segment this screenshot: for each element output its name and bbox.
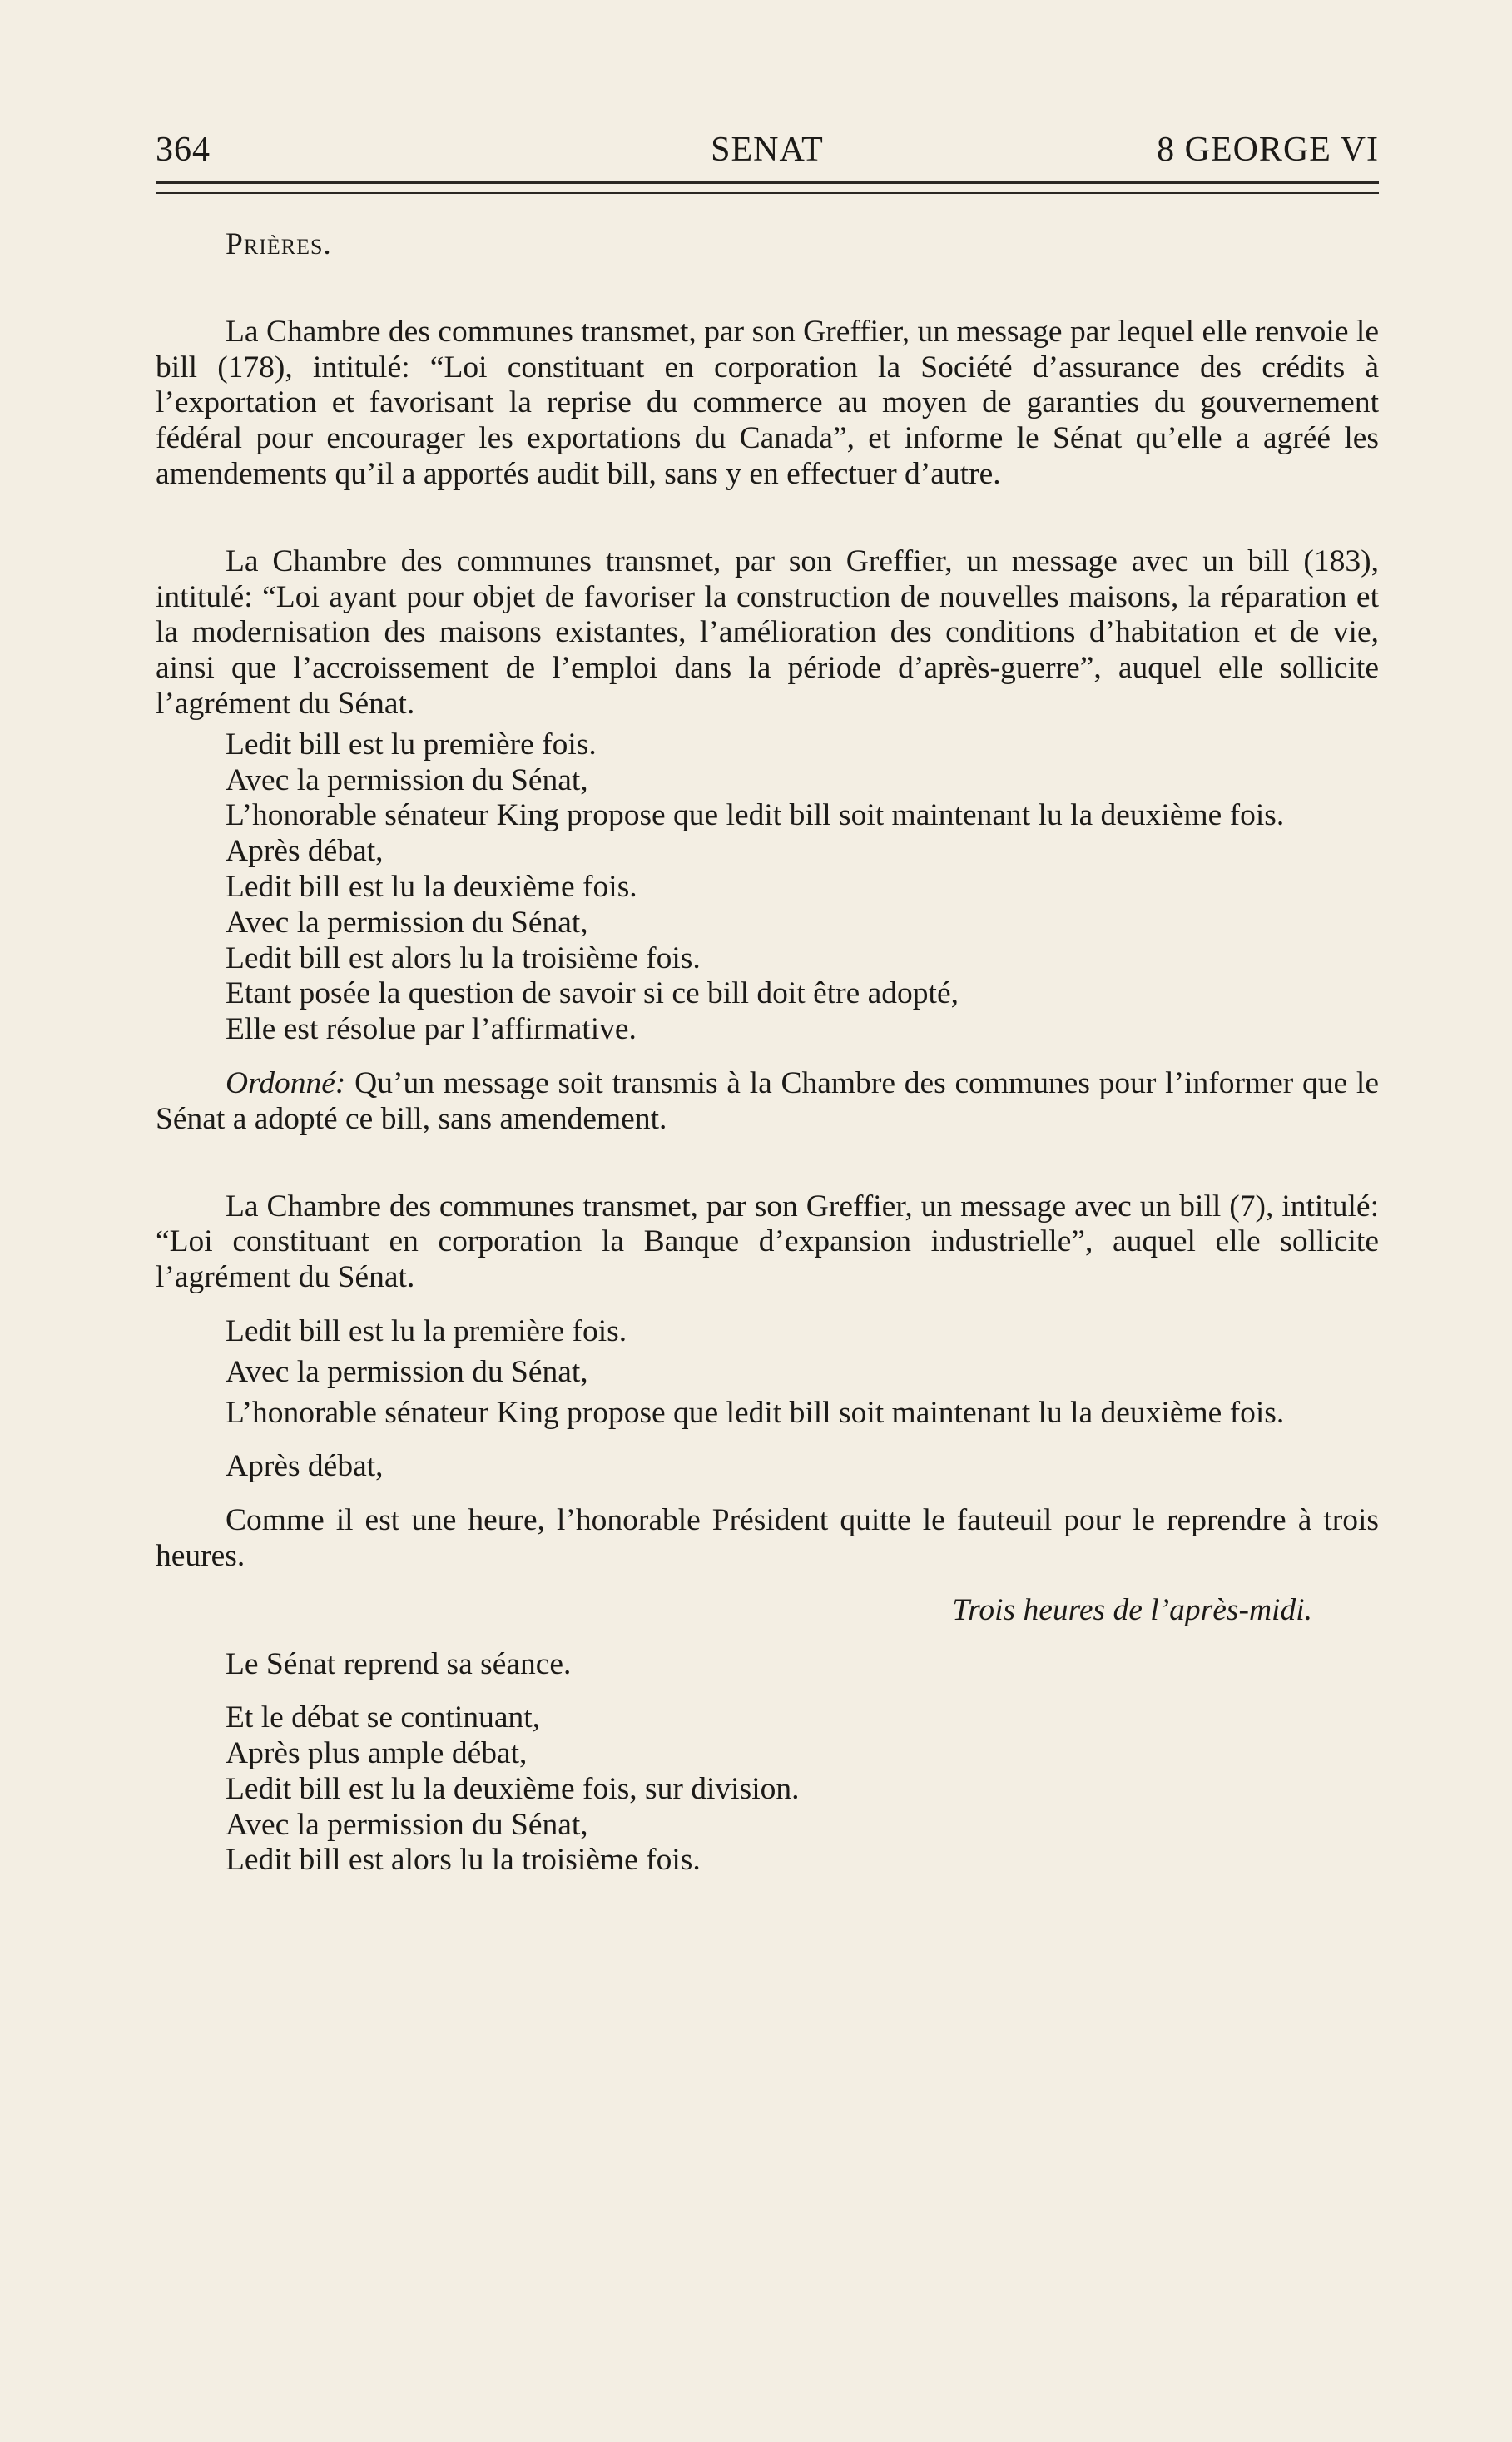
proceeding-line: Ledit bill est lu la deuxième fois, sur division.: [226, 1771, 800, 1806]
proceeding-line: Après plus ample débat,: [226, 1736, 528, 1771]
proceeding-line: Ledit bill est lu la deuxième fois.: [226, 869, 637, 904]
journal-page: [156, 125, 1379, 1879]
ordonne-text: Qu’un message soit transmis à la Chambre des communes pour l’informer que le Sénat a adopté ce bill, sans amendement.: [156, 1065, 1379, 1136]
proceeding-line: Avec la permission du Sénat,: [226, 762, 588, 797]
proceeding-line: Ledit bill est alors lu la troisième fois.: [226, 941, 701, 975]
header-title: SENAT: [711, 131, 824, 169]
proceeding-line: Avec la permission du Sénat,: [226, 1807, 588, 1842]
proceeding-line: L’honorable sénateur King propose que ledit bill soit maintenant lu la deuxième fois.: [226, 1395, 1285, 1430]
adjournment-paragraph: Comme il est une heure, l’honorable Président quitte le fauteuil pour le reprendre à trois heures.: [156, 1503, 1379, 1573]
running-header: [156, 125, 1379, 175]
proceeding-line: Ledit bill est alors lu la troisième fois.: [226, 1843, 701, 1878]
resumption-line: Le Sénat reprend sa séance.: [226, 1646, 572, 1681]
proceeding-line: Ledit bill est lu la première fois.: [226, 1313, 627, 1348]
proceeding-line: Après débat,: [226, 1449, 384, 1484]
header-regnal-year: 8 GEORGE VI: [1157, 131, 1379, 169]
proceeding-line: Après débat,: [226, 834, 384, 869]
proceeding-line: Avec la permission du Sénat,: [226, 905, 588, 940]
page-number: 364: [156, 131, 211, 169]
ordonne-label: Ordonné:: [226, 1065, 346, 1100]
paragraph-bill-178: La Chambre des communes transmet, par son Greffier, un message par lequel elle renvoie le bill (178), intitulé: “Loi constituant en corporation la Société d’assurance des crédits à l’exportation et favorisant la reprise du commerce au moyen de garanties du gouvernement fédéral pour encourager les exportations du Canada”, et informe le Sénat qu’elle a agréé les amendements qu’il a apportés audit bill, sans y en effectuer d’autre.: [156, 314, 1379, 491]
journal-body: [156, 227, 1379, 1879]
proceeding-line: Et le débat se continuant,: [226, 1700, 541, 1735]
proceeding-line: Ledit bill est lu première fois.: [226, 727, 597, 762]
prieres-heading: Prières.: [226, 227, 332, 261]
proceeding-line: Avec la permission du Sénat,: [226, 1354, 588, 1389]
proceeding-line: Elle est résolue par l’affirmative.: [226, 1012, 637, 1047]
time-heading: Trois heures de l’après-midi.: [952, 1592, 1312, 1627]
paragraph-bill-7: La Chambre des communes transmet, par son Greffier, un message avec un bill (7), intitulé: “Loi constituant en corporation la Banque d’expansion industrielle”, auquel elle sollicite l’agrément du Sénat.: [156, 1189, 1379, 1295]
proceeding-line: L’honorable sénateur King propose que ledit bill soit maintenant lu la deuxième fois.: [226, 798, 1285, 833]
paragraph-bill-183: La Chambre des communes transmet, par son Greffier, un message avec un bill (183), intitulé: “Loi ayant pour objet de favoriser la construction de nouvelles maisons, la réparation et la modernisation des maisons existantes, l’amélioration des conditions d’habitation et de vie, ainsi que l’accroissement de l’emploi dans la période d’après-guerre”, auquel elle sollicite l’agrément du Sénat.: [156, 543, 1379, 721]
header-double-rule: [156, 181, 1379, 194]
proceeding-line: Etant posée la question de savoir si ce bill doit être adopté,: [226, 976, 959, 1011]
ordonne-paragraph: [156, 1066, 1379, 1138]
